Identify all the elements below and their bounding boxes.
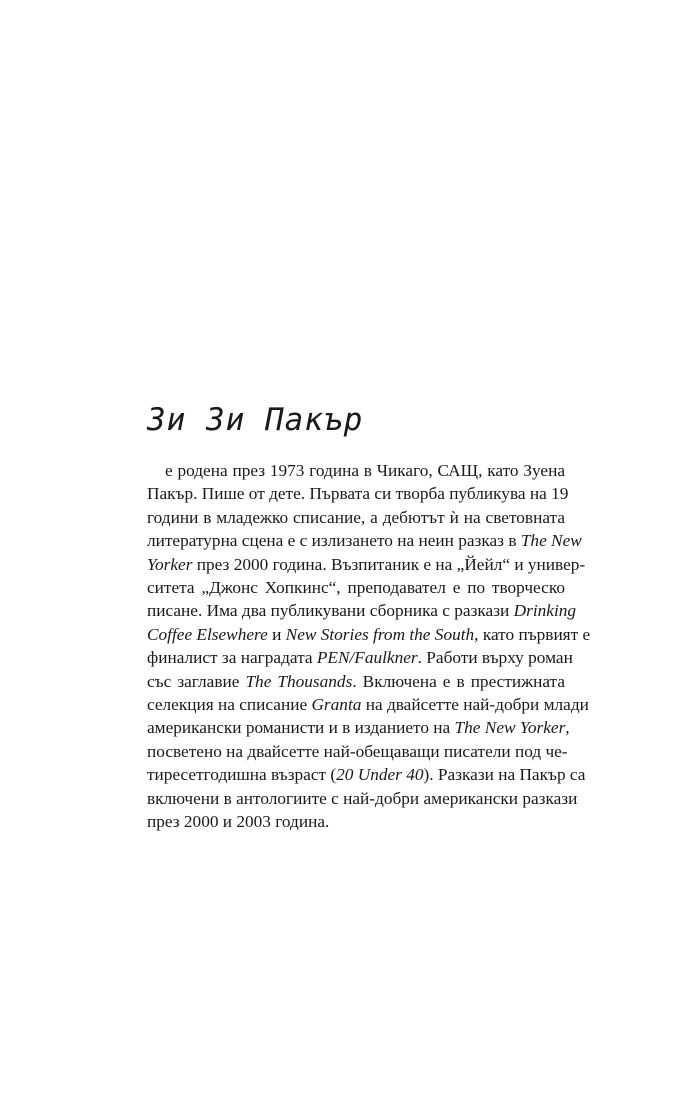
bio-line	[147, 506, 565, 529]
bio-text: ситета „Джонс Хопкинс“, преподавател е по творческо	[147, 578, 565, 598]
bio-text: през 2000 и 2003 година.	[147, 812, 330, 832]
italic-title: Coffee Elsewhere	[147, 624, 268, 644]
bio-line	[147, 553, 586, 576]
bio-text: включени в антологиите с най-добри американски разкази	[147, 788, 578, 808]
italic-title: New Stories from the South	[285, 624, 475, 644]
italic-title: Drinking	[513, 601, 577, 621]
bio-line	[147, 670, 565, 693]
bio-text: , като първият е	[474, 624, 591, 644]
bio-line	[147, 810, 565, 833]
bio-text: години в младежко списание, а дебютът ѝ на световната	[147, 507, 565, 527]
italic-title: Yorker	[147, 554, 193, 574]
bio-text: на двайсетте най-добри млади	[361, 695, 589, 715]
bio-text: литературна сцена е с излизането на неин разказ в	[147, 531, 521, 551]
bio-text: . Включена е в престижната	[352, 671, 565, 691]
bio-text: и	[267, 624, 286, 644]
bio-text: ,	[565, 718, 570, 738]
bio-text: селекция на списание	[147, 695, 312, 715]
italic-title: 20 Under 40	[336, 765, 424, 785]
bio-text: посветено на двайсетте най-обещаващи писатели под че-	[147, 741, 568, 761]
bio-line	[147, 529, 582, 552]
italic-title: PEN/Faulkner	[316, 648, 418, 668]
bio-line	[147, 482, 569, 505]
bio-text: тиресетгодишна възраст (	[147, 765, 337, 785]
author-biography	[147, 459, 591, 834]
bio-text: . Работи върху роман	[417, 648, 573, 668]
bio-line	[147, 763, 586, 786]
bio-text: писане. Има два публикувани сборника с разкази	[147, 601, 514, 621]
bio-text: Пакър. Пише от дете. Първата си творба публикува на 19	[147, 484, 569, 504]
bio-text: ). Разкази на Пакър са	[423, 765, 586, 785]
bio-text: финалист за наградата	[147, 648, 317, 668]
author-name-heading: Зи Зи Пакър	[147, 402, 364, 438]
bio-line	[147, 623, 591, 646]
bio-line	[147, 693, 589, 716]
bio-line	[147, 459, 565, 482]
italic-title: Granta	[311, 695, 362, 715]
bio-line	[147, 716, 570, 739]
bio-line	[147, 646, 573, 669]
bio-line	[147, 576, 565, 599]
bio-text: е родена през 1973 година в Чикаго, САЩ, като Зуена	[165, 461, 565, 480]
italic-title: The Thousands	[245, 671, 353, 691]
bio-line	[147, 787, 578, 810]
italic-title: The New Yorker	[454, 718, 566, 738]
bio-text: американски романисти и в изданието на	[147, 718, 455, 738]
bio-line	[147, 599, 577, 622]
bio-text: през 2000 година. Възпитаник е на „Йейл“ и универ-	[192, 554, 586, 574]
bio-line	[147, 740, 568, 763]
italic-title: The New	[520, 531, 582, 551]
bio-text: със заглавие	[147, 671, 246, 691]
